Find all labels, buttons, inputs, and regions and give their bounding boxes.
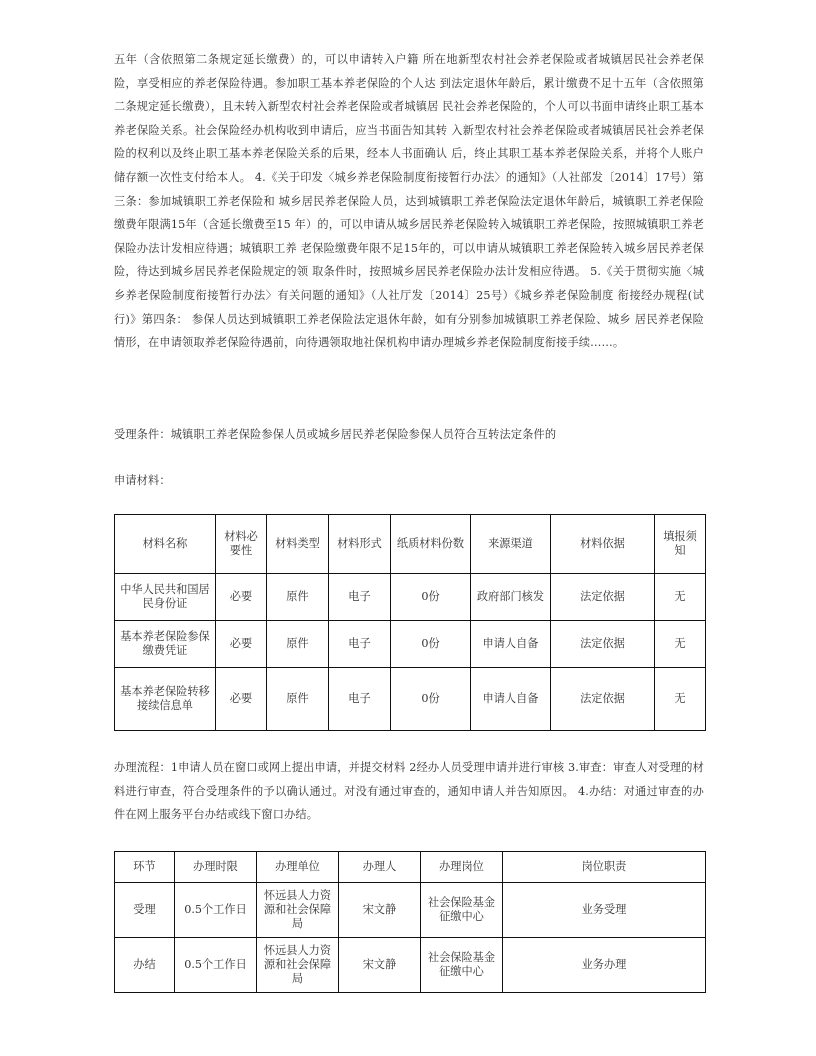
table-cell: 0.5个工作日 xyxy=(175,883,257,938)
table-cell: 电子 xyxy=(329,621,391,668)
table-cell: 0份 xyxy=(391,621,471,668)
table-cell: 怀远县人力资源和社会保障局 xyxy=(257,938,339,993)
table-cell: 必要 xyxy=(216,668,267,731)
table-cell: 0份 xyxy=(391,574,471,621)
table-row xyxy=(115,883,706,938)
table-cell: 原件 xyxy=(267,668,329,731)
table-cell: 办结 xyxy=(115,938,175,993)
table-cell: 法定依据 xyxy=(551,621,655,668)
header-cell: 办理岗位 xyxy=(421,852,503,883)
table-cell: 申请人自备 xyxy=(471,668,551,731)
header-cell: 办理时限 xyxy=(175,852,257,883)
table-cell: 0份 xyxy=(391,668,471,731)
header-cell: 材料必要性 xyxy=(216,515,267,574)
header-cell: 办理单位 xyxy=(257,852,339,883)
header-cell: 环节 xyxy=(115,852,175,883)
header-cell: 材料形式 xyxy=(329,515,391,574)
table-row xyxy=(115,938,706,993)
header-cell: 纸质材料份数 xyxy=(391,515,471,574)
table-header-row xyxy=(115,515,706,574)
table-cell: 中华人民共和国居民身份证 xyxy=(115,574,216,621)
table-cell: 电子 xyxy=(329,668,391,731)
table-cell: 宋文静 xyxy=(339,938,421,993)
process-flow-paragraph: 办理流程：1申请人员在窗口或网上提出申请，并提交材料 2经办人员受理申请并进行审核 3.审查：审查人对受理的材料进行审查，符合受理条件的予以确认通过。对没有通过审查的，通知申请人并告知原因。 4.办结：对通过审查的办件在网上服务平台办结或线下窗口办结。 xyxy=(114,761,704,822)
header-cell: 办理人 xyxy=(339,852,421,883)
table-cell: 怀远县人力资源和社会保障局 xyxy=(257,883,339,938)
header-cell: 来源渠道 xyxy=(471,515,551,574)
table-cell: 受理 xyxy=(115,883,175,938)
table-cell: 0.5个工作日 xyxy=(175,938,257,993)
table-row xyxy=(115,574,706,621)
table-header-row xyxy=(115,852,706,883)
header-cell: 填报须知 xyxy=(655,515,706,574)
table-cell: 必要 xyxy=(216,574,267,621)
table-row xyxy=(115,668,706,731)
table-cell: 业务受理 xyxy=(503,883,706,938)
table-cell: 无 xyxy=(655,621,706,668)
header-cell: 材料名称 xyxy=(115,515,216,574)
table-cell: 电子 xyxy=(329,574,391,621)
table-cell: 原件 xyxy=(267,621,329,668)
table-cell: 无 xyxy=(655,668,706,731)
table-row xyxy=(115,621,706,668)
flow-table xyxy=(114,851,706,993)
table-cell: 社会保险基金征缴中心 xyxy=(421,938,503,993)
table-cell: 必要 xyxy=(216,621,267,668)
table-cell: 宋文静 xyxy=(339,883,421,938)
table-cell: 法定依据 xyxy=(551,574,655,621)
table-cell: 法定依据 xyxy=(551,668,655,731)
legal-basis-paragraph: 五年（含依照第二条规定延长缴费）的，可以申请转入户籍 所在地新型农村社会养老保险或者城镇居民社会养老保险，享受相应的养老保险待遇。参加职工基本养老保险的个人达 到法定退休年龄后，累计缴费不足十五年（含依照第二条规定延长缴费），且未转入新型农村社会养老保险或者城镇居 民社会养老保险的，个人可以书面申请终止职工基本养老保险关系。社会保险经办机构收到申请后，应当书面告知其转 入新型农村社会养老保险或者城镇居民社会养老保险的权利以及终止职工基本养老保险关系的后果，经本人书面确认 后，终止其职工基本养老保险关系，并将个人账户储存额一次性支付给本人。 4.《关于印发〈城乡养老保险制度衔接暂行办法〉的通知》（人社部发〔2014〕17号）第三条：参加城镇职工养老保险和 城乡居民养老保险人员，达到城镇职工养老保险法定退休年龄后，城镇职工养老保险缴费年限满15年（含延长缴费至15 年）的，可以申请从城乡居民养老保险转入城镇职工养老保险，按照城镇职工养老保险办法计发相应待遇；城镇职工养 老保险缴费年限不足15年的，可以申请从城镇职工养老保险转入城乡居民养老保险，待达到城乡居民养老保险规定的领 取条件时，按照城乡居民养老保险办法计发相应待遇。 5.《关于贯彻实施〈城乡养老保险制度衔接暂行办法〉有关问题的通知》（人社厅发〔2014〕25号）《城乡养老保险制度 衔接经办规程(试行)》第四条： 参保人员达到城镇职工养老保险法定退休年龄，如有分别参加城镇职工养老保险、城乡 居民养老保险情形，在申请领取养老保险待遇前，向待遇领取地社保机构申请办理城乡养老保险制度衔接手续……。 xyxy=(114,53,704,350)
acceptance-conditions: 受理条件：城镇职工养老保险参保人员或城乡居民养老保险参保人员符合互转法定条件的 xyxy=(114,428,557,441)
application-materials-heading: 申请材料： xyxy=(114,474,171,487)
table-cell: 原件 xyxy=(267,574,329,621)
table-cell: 申请人自备 xyxy=(471,621,551,668)
table-cell: 社会保险基金征缴中心 xyxy=(421,883,503,938)
header-cell: 材料类型 xyxy=(267,515,329,574)
table-cell: 政府部门核发 xyxy=(471,574,551,621)
materials-table xyxy=(114,514,706,731)
table-cell: 基本养老保险参保缴费凭证 xyxy=(115,621,216,668)
table-cell: 基本养老保险转移接续信息单 xyxy=(115,668,216,731)
table-cell: 业务办理 xyxy=(503,938,706,993)
header-cell: 岗位职责 xyxy=(503,852,706,883)
header-cell: 材料依据 xyxy=(551,515,655,574)
table-cell: 无 xyxy=(655,574,706,621)
